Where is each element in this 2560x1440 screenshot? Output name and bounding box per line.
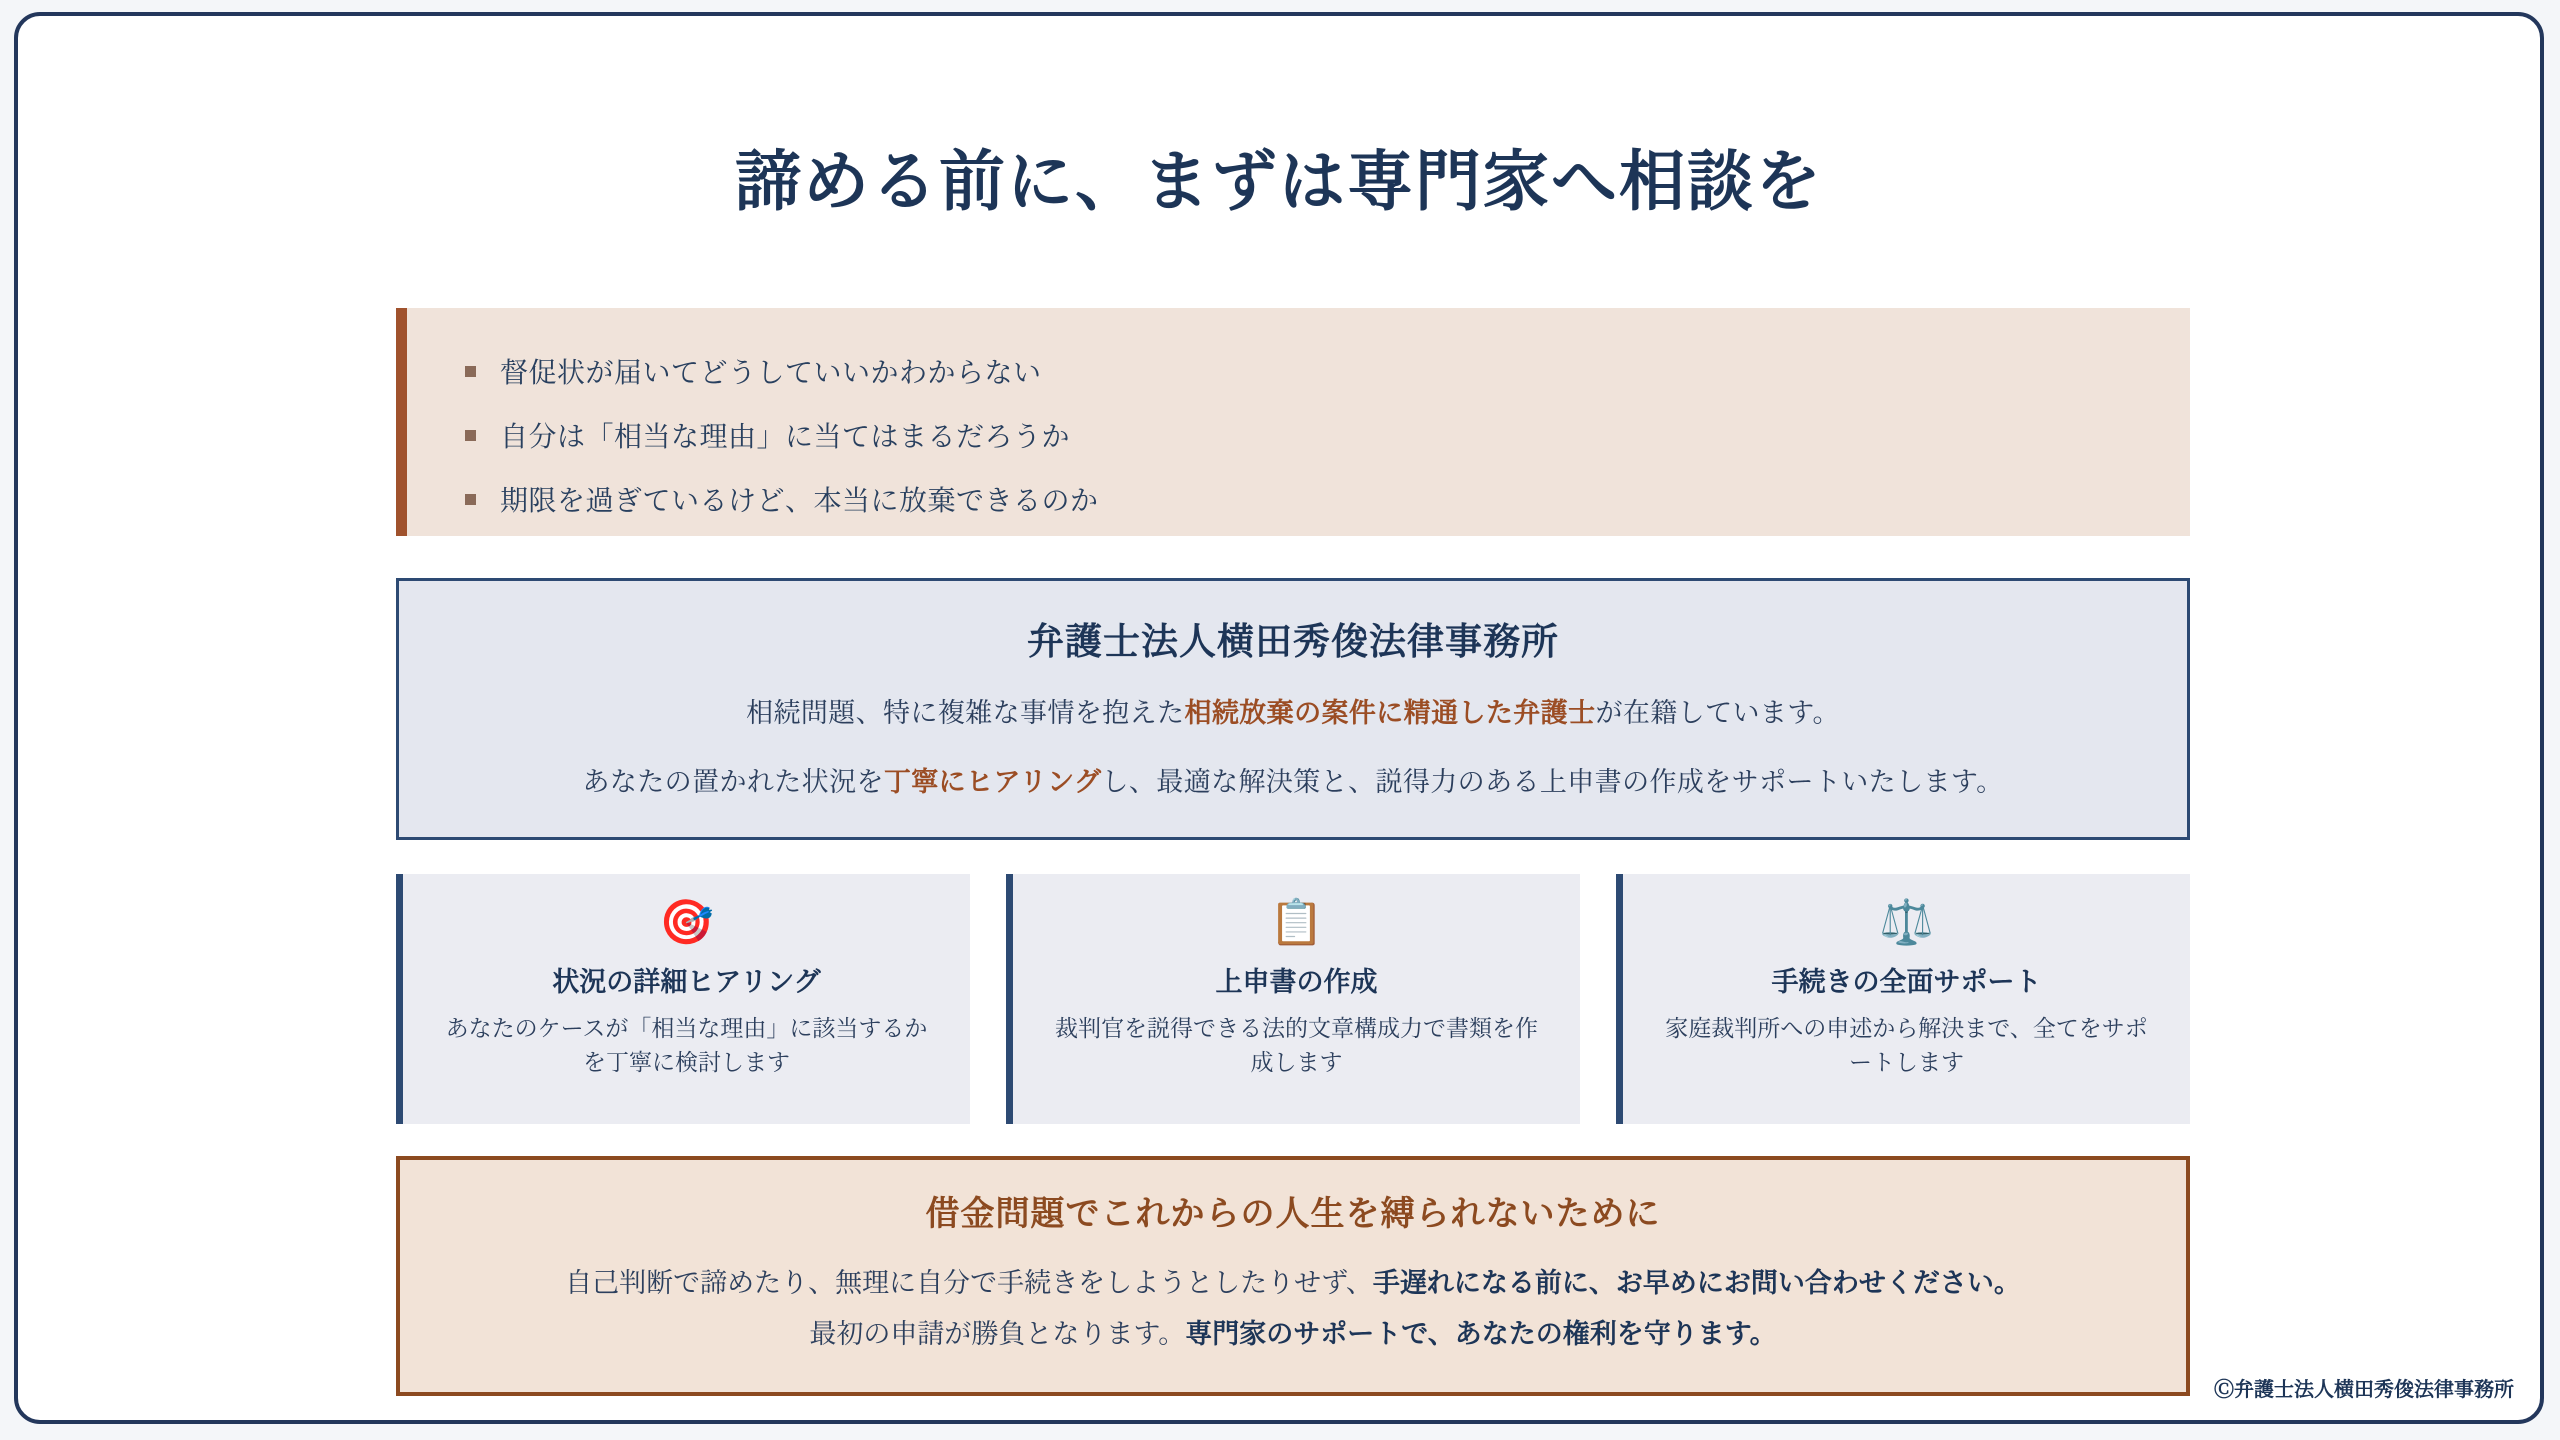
closing-line-1 xyxy=(400,1261,2186,1300)
list-item xyxy=(465,468,2190,530)
page-title: 諦める前に、まずは専門家へ相談を xyxy=(735,142,1823,220)
firm-line2-highlight: 丁寧にヒアリング xyxy=(883,767,1102,797)
firm-line1-highlight-2: 精通した弁護士 xyxy=(1403,698,1596,728)
bullet-square-icon xyxy=(465,430,476,441)
concerns-panel xyxy=(396,308,2190,536)
service-card-title: 状況の詳細ヒアリング xyxy=(552,967,821,998)
service-cards xyxy=(396,874,2190,1124)
service-card-title: 上申書の作成 xyxy=(1215,967,1378,998)
target-icon: 🎯 xyxy=(659,898,714,947)
copyright-credit: Ⓒ弁護士法人横田秀俊法律事務所 xyxy=(2214,1379,2514,1401)
closing-heading: 借金問題でこれからの人生を縛られないために xyxy=(925,1194,1661,1234)
service-card-support xyxy=(1616,874,2190,1124)
clipboard-icon: 📋 xyxy=(1269,898,1324,947)
service-card-description: あなたのケースが「相当な理由」に該当するかを丁寧に検討します xyxy=(445,1015,928,1075)
closing-line-2 xyxy=(400,1312,2186,1351)
closing-panel xyxy=(396,1156,2190,1396)
slide-frame xyxy=(14,12,2544,1424)
concern-text: 期限を過ぎているけど、本当に放棄できるのか xyxy=(500,485,1099,516)
closing-line2-part-a: 最初の申請が勝負となります。 xyxy=(809,1319,1186,1349)
concern-text: 自分は「相当な理由」に当てはまるだろうか xyxy=(500,421,1071,452)
firm-line2-part-a: あなたの置かれた状況を xyxy=(582,767,884,797)
firm-line2-part-b: し、最適な解決策と、説得力のある上申書の作成をサポートいたします。 xyxy=(1101,767,2004,797)
firm-line1-part-a: 相続問題、特に複雑な事情を抱えた xyxy=(746,698,1185,728)
firm-line1-highlight-1: 相続放棄の案件に xyxy=(1184,698,1404,728)
closing-line1-part-a: 自己判断で諦めたり、無理に自分で手続きをしようとしたりせず、 xyxy=(565,1268,1373,1298)
slide-content xyxy=(18,16,2540,1420)
service-card-description: 裁判官を説得できる法的文章構成力で書類を作成します xyxy=(1055,1015,1538,1075)
firm-panel xyxy=(396,578,2190,840)
scales-icon: ⚖️ xyxy=(1879,898,1934,947)
closing-line2-highlight: 専門家のサポートで、あなたの権利を守ります。 xyxy=(1185,1319,1777,1349)
list-item xyxy=(465,340,2190,402)
bullet-square-icon xyxy=(465,366,476,377)
bullet-square-icon xyxy=(465,494,476,505)
firm-name: 弁護士法人横田秀俊法律事務所 xyxy=(1027,619,1559,663)
service-card-document xyxy=(1006,874,1580,1124)
concern-text: 督促状が届いてどうしていいかわからない xyxy=(500,357,1042,388)
list-item xyxy=(465,404,2190,466)
service-card-hearing xyxy=(396,874,970,1124)
service-card-title: 手続きの全面サポート xyxy=(1771,967,2042,998)
firm-description-line-1 xyxy=(399,691,2187,730)
service-card-description: 家庭裁判所への申述から解決まで、全てをサポートします xyxy=(1665,1015,2148,1075)
closing-line1-highlight: 手遅れになる前に、お早めにお問い合わせください。 xyxy=(1372,1268,2021,1298)
firm-description-line-2 xyxy=(399,760,2187,799)
firm-line1-part-b: が在籍しています。 xyxy=(1595,698,1840,728)
